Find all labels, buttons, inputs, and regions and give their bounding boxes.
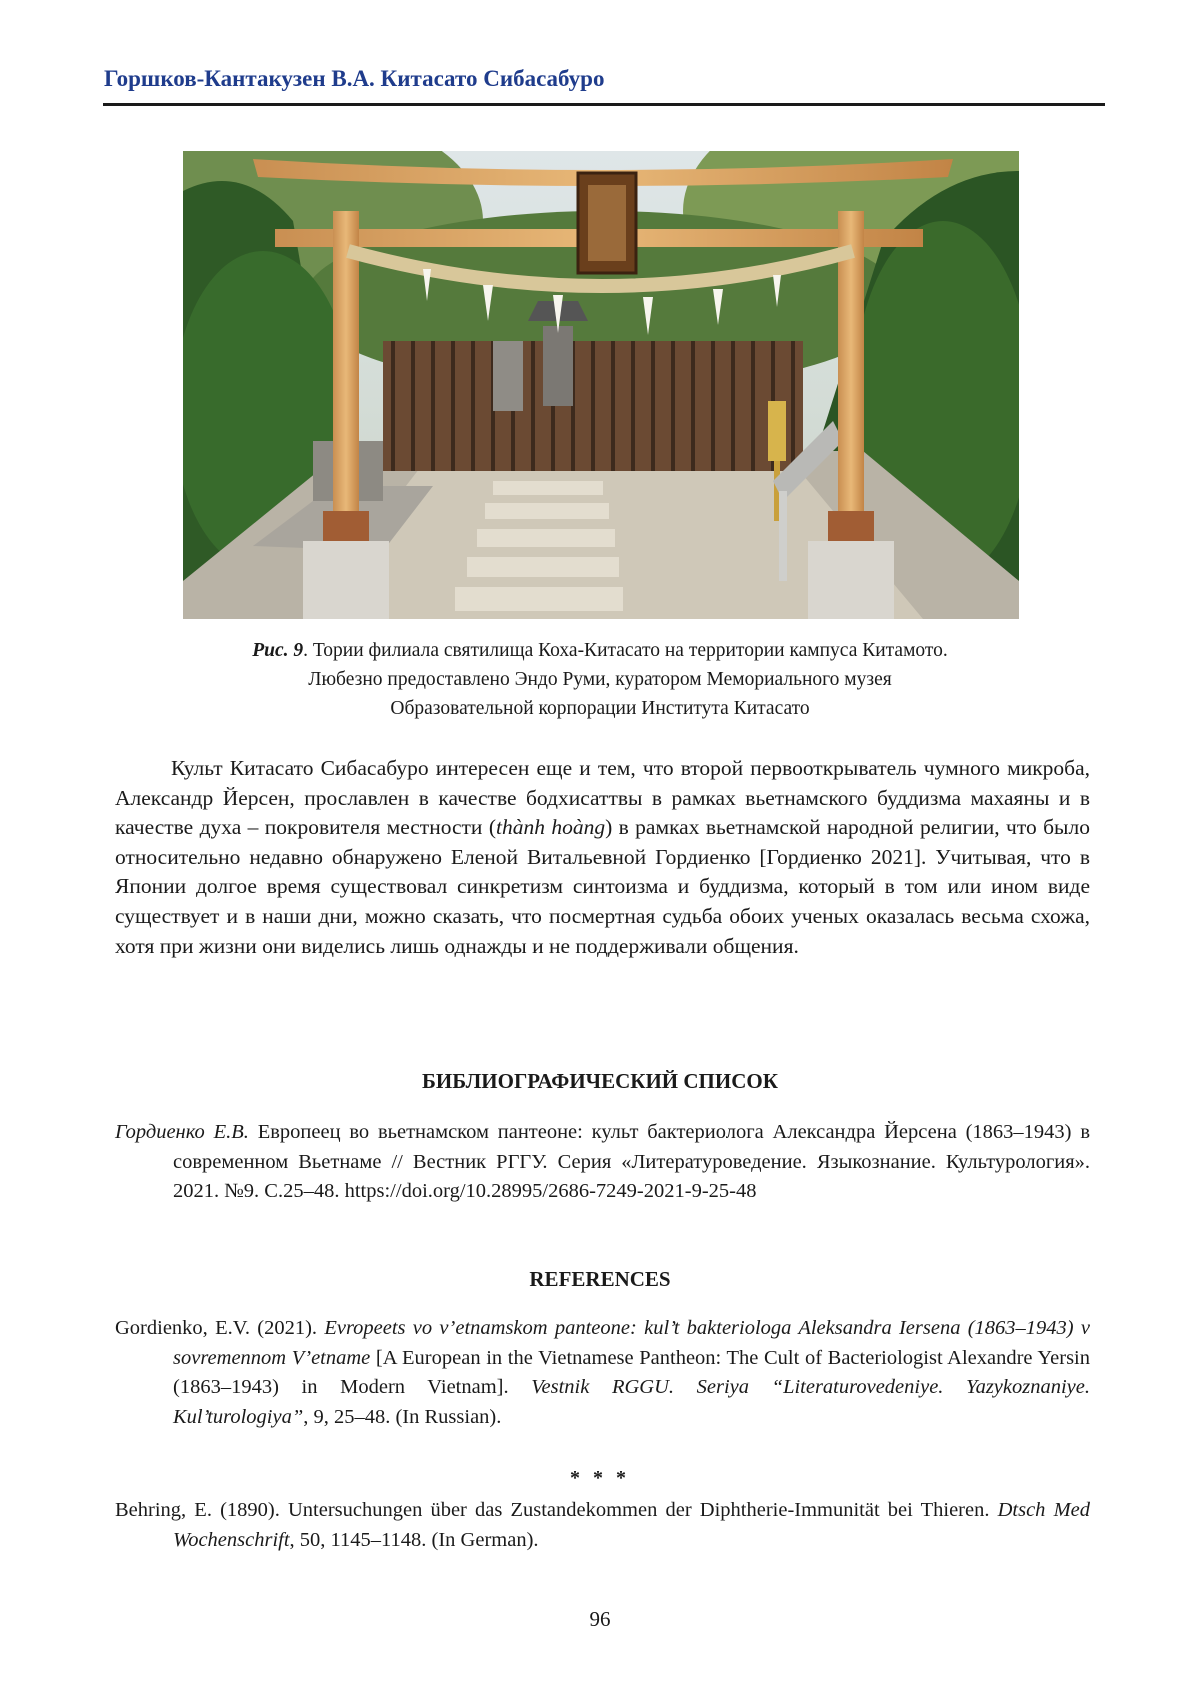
bibliography-author: Гордиенко Е.В. bbox=[115, 1121, 249, 1143]
header-rule bbox=[103, 103, 1105, 106]
bibliography-text: Европеец во вьетнамском пантеоне: культ бактериолога Александра Йерсена (1863–1943) в современном Вьетнаме // Вестник РГГУ. Серия «Литературоведение. Языкознание. Культурология». 2021. №9. С.25–48. https://doi.org/10.28995/2686-7249-2021-9-25-48 bbox=[173, 1121, 1090, 1202]
bibliography-heading: БИБЛИОГРАФИЧЕСКИЙ СПИСОК bbox=[422, 1069, 778, 1093]
reference-1-translation: [A European in the Vietnamese Pantheon: The Cult of Bacteriologist Alexandre Yersin (1863–1943) in Modern Vietnam]. bbox=[173, 1346, 1090, 1398]
reference-1-author: Gordienko, E.V. (2021). bbox=[115, 1317, 325, 1339]
figure-caption bbox=[150, 636, 1050, 723]
caption-line-2: Любезно предоставлено Эндо Руми, куратором Мемориального музея bbox=[308, 669, 892, 690]
reference-entry-1 bbox=[115, 1314, 1090, 1432]
reference-1-journal: Vestnik RGGU. Seriya “Literaturovedeniye. Yazykoznaniye. Kul’turologiya” bbox=[173, 1376, 1090, 1428]
section-separator: * * * bbox=[570, 1467, 630, 1489]
reference-2-journal: Dtsch Med Wochenschrift bbox=[173, 1499, 1090, 1551]
page-number: 96 bbox=[589, 1607, 611, 1631]
reference-2-author: Behring, E. (1890). Untersuchungen über das Zustandekommen der Diphtherie-Immunität bei Thieren. bbox=[115, 1499, 998, 1521]
caption-line-3: Образовательной корпорации Института Китасато bbox=[390, 698, 810, 719]
bibliography-entry bbox=[115, 1118, 1090, 1207]
torii-photo bbox=[183, 151, 1019, 619]
caption-line-1: . Тории филиала святилища Коха-Китасато на территории кампуса Китамото. bbox=[303, 640, 948, 661]
reference-1-title: Evropeets vo v’etnamskom panteone: kul’t bakteriologa Aleksandra Iersena (1863–1943) v sovremennom V’etname bbox=[173, 1317, 1090, 1369]
paragraph-part-1: Культ Китасато Сибасабуро интересен еще и тем, что второй первооткрыватель чумного микроба, Александр Йерсен, прославлен в качестве бодхисаттвы в рамках вьетнамского буддизма махаяны и в качестве духа – покровителя местности ( bbox=[115, 756, 1090, 840]
paragraph-part-2: ) в рамках вьетнамской народной религии, что было относительно недавно обнаружено Еленой Витальевной Гордиенко [Гордиенко 2021]. Учитывая, что в Японии долгое время существовал синкретизм синтоизма и буддизма, который в том или ином виде существует и в наши дни, можно сказать, что посмертная судьба обоих ученых оказалась весьма схожа, хотя при жизни они виделись лишь однажды и не поддерживали общения. bbox=[115, 815, 1090, 958]
reference-1-tail: , 9, 25–48. (In Russian). bbox=[303, 1405, 502, 1428]
reference-entry-2 bbox=[115, 1496, 1090, 1555]
references-heading: REFERENCES bbox=[529, 1267, 671, 1291]
running-head: Горшков-Кантакузен В.А. Китасато Сибасабуро bbox=[104, 66, 605, 91]
reference-2-tail: , 50, 1145–1148. (In German). bbox=[289, 1528, 539, 1551]
body-paragraph bbox=[115, 754, 1090, 961]
paragraph-term: thành hoàng bbox=[495, 815, 606, 840]
figure-label: Рис. 9 bbox=[252, 640, 304, 661]
